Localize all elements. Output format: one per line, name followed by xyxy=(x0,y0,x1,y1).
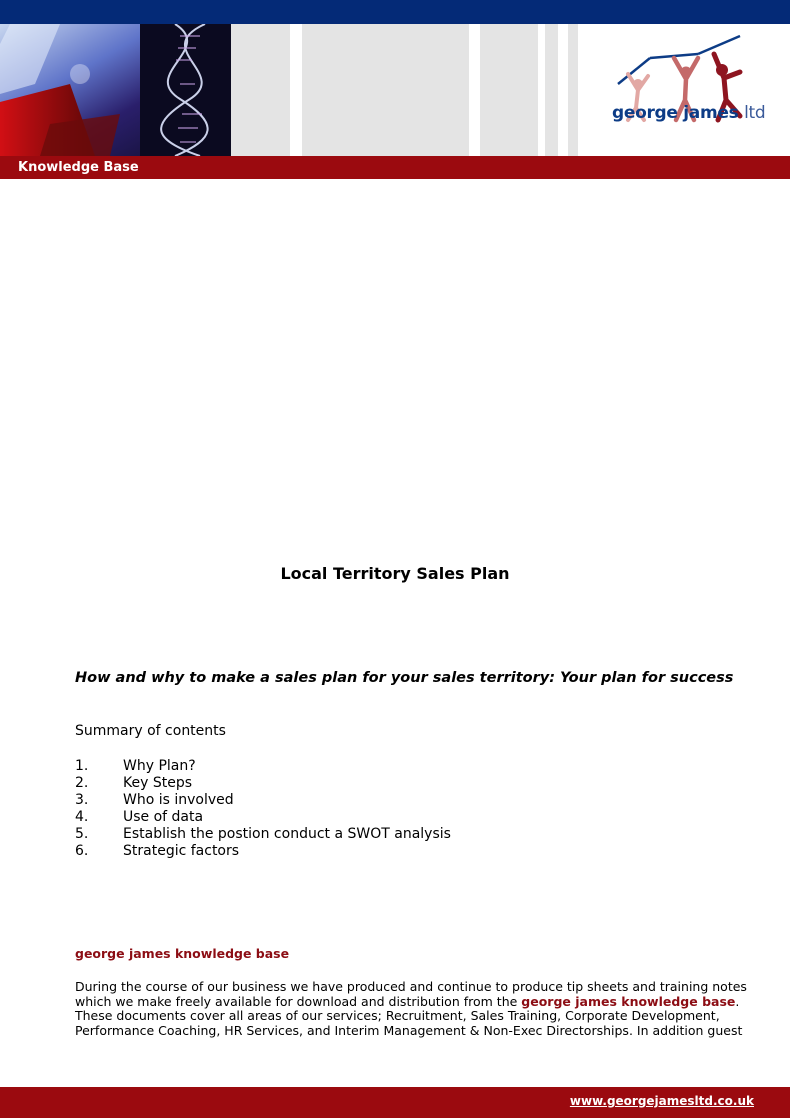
list-item-label: Key Steps xyxy=(123,775,193,791)
top-navy-bar xyxy=(0,0,790,24)
footer-bar xyxy=(0,1087,790,1118)
logo-brand-name: george james xyxy=(612,103,739,123)
list-item-number: 1. xyxy=(75,758,89,774)
list-item-number: 5. xyxy=(75,826,89,842)
dna-lab-image xyxy=(0,24,231,156)
page-title: Local Territory Sales Plan xyxy=(280,564,510,583)
list-item xyxy=(75,792,451,809)
banner-stripe xyxy=(231,24,290,156)
list-item-label: Strategic factors xyxy=(123,843,240,859)
list-item xyxy=(75,809,451,826)
paragraph-line: Performance Coaching, HR Services, and Interim Management & Non-Exec Directorships. In addition guest xyxy=(75,1022,743,1038)
list-item-label: Why Plan? xyxy=(123,758,196,774)
section-label: Knowledge Base xyxy=(18,160,139,175)
knowledge-base-heading: george james knowledge base xyxy=(75,946,290,961)
list-item-number: 2. xyxy=(75,775,89,791)
header-banner xyxy=(0,24,790,156)
paragraph-line: During the course of our business we have produced and continue to produce tip sheets and training notes xyxy=(75,979,747,994)
page-subtitle: How and why to make a sales plan for your sales territory: Your plan for success xyxy=(75,670,734,686)
logo-text xyxy=(612,103,765,123)
contents-list xyxy=(75,758,451,860)
paragraph-line xyxy=(75,993,740,1010)
list-item-label: Establish the postion conduct a SWOT analysis xyxy=(123,826,451,842)
knowledge-base-link[interactable]: george james knowledge base xyxy=(521,993,736,1009)
list-item-label: Use of data xyxy=(123,809,204,825)
website-link[interactable]: www.georgejamesltd.co.uk xyxy=(569,1094,754,1108)
knowledge-base-paragraph xyxy=(75,979,747,1038)
list-item-label: Who is involved xyxy=(123,792,234,808)
paragraph-text: which we make freely available for download and distribution from the xyxy=(75,993,522,1009)
banner-stripe xyxy=(568,24,578,156)
banner-stripe xyxy=(545,24,558,156)
section-bar xyxy=(0,156,790,179)
logo-brand-suffix: ltd xyxy=(744,103,766,123)
paragraph-line: These documents cover all areas of our services; Recruitment, Sales Training, Corporate Development, xyxy=(75,1008,720,1023)
list-item-number: 4. xyxy=(75,809,89,825)
list-item xyxy=(75,758,451,775)
list-item-number: 6. xyxy=(75,843,89,859)
list-item xyxy=(75,775,451,792)
list-item-number: 3. xyxy=(75,792,89,808)
logo xyxy=(590,24,790,156)
list-item xyxy=(75,843,451,860)
list-item xyxy=(75,826,451,843)
paragraph-text: . xyxy=(735,993,740,1009)
banner-stripe xyxy=(480,24,538,156)
banner-stripe xyxy=(302,24,469,156)
summary-heading: Summary of contents xyxy=(75,723,226,739)
